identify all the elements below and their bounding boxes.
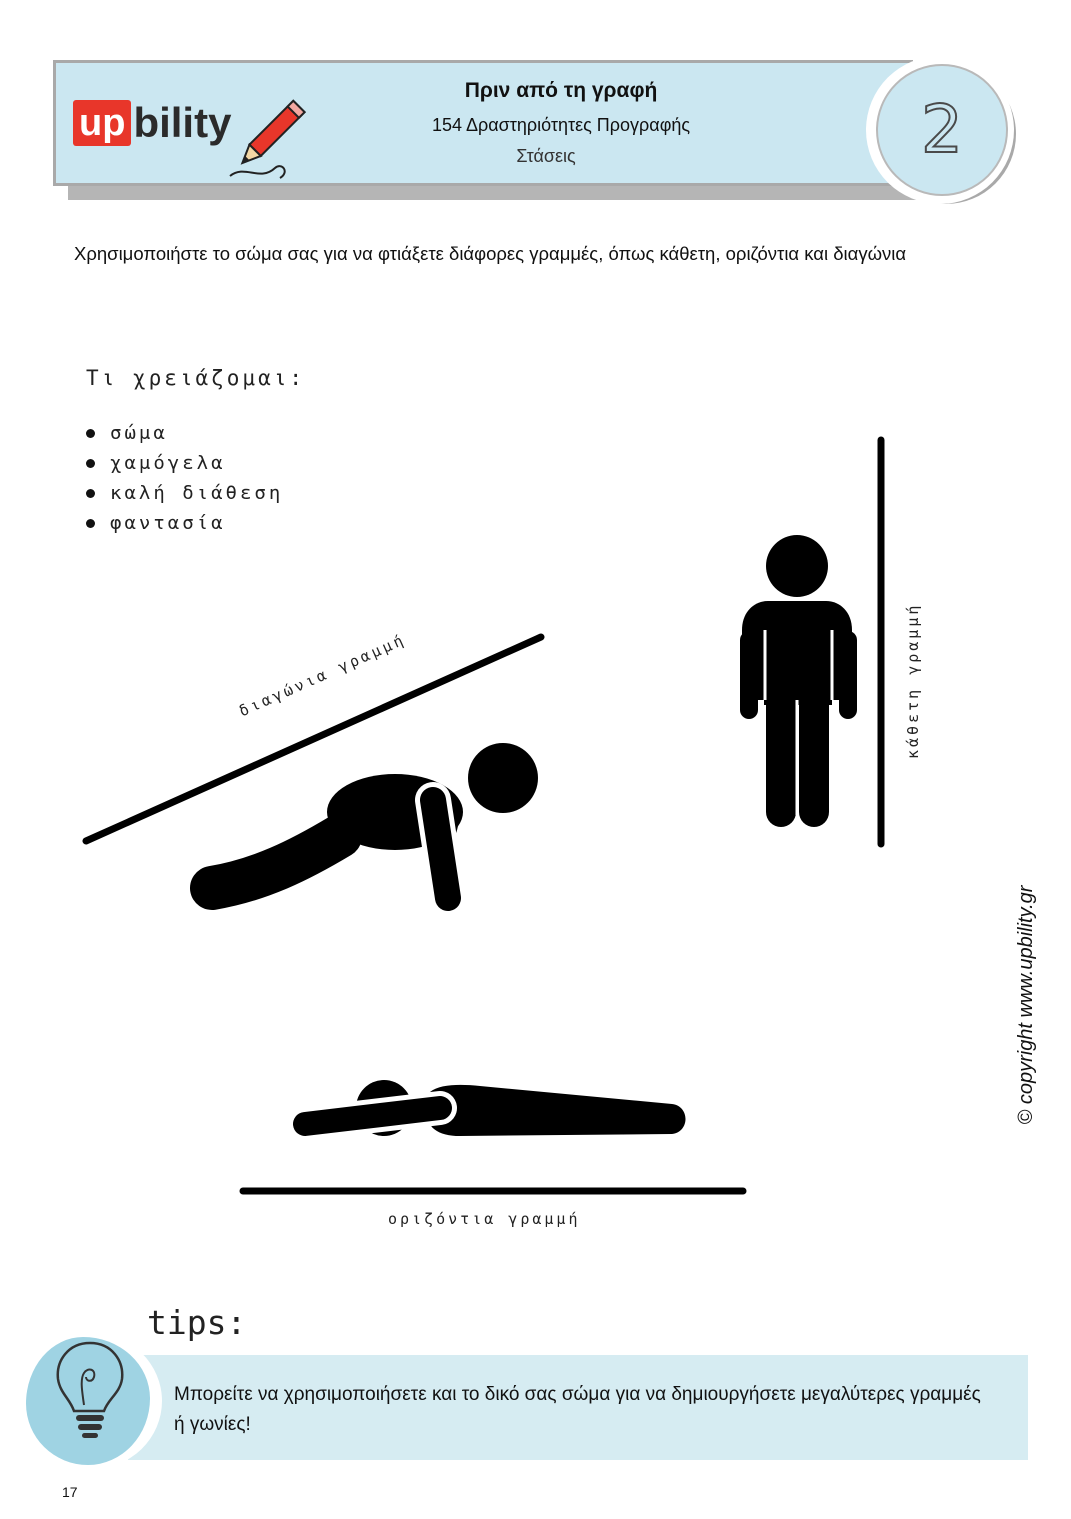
tips-title: tips: [147,1303,247,1342]
logo-bility-text: bility [133,99,232,146]
header-topic: Στάσεις [516,146,576,166]
header-title: Πριν από τη γραφή [464,79,658,102]
header-subtitle: 154 Δραστηριότητες Προγραφής [431,115,691,135]
diagonal-line [86,637,541,841]
standing-person-icon [742,535,852,815]
list-item-label: καλή διάθεση [110,482,284,504]
horizontal-line-label: οριζόντια γραμμή [388,1210,581,1228]
activity-number: 2 [921,91,963,168]
logo-up-text: up [73,100,131,146]
lying-person-icon [305,1080,686,1136]
lightbulb-icon [40,1335,140,1445]
diagonal-line-label: διαγώνια γραμμή [236,630,409,721]
instruction-text: Χρησιμοποιήστε το σώμα σας για να φτιάξετε διάφορες γραμμές, όπως κάθετη, οριζόντια και διαγώνια [74,243,907,264]
list-item-label: χαμόγελα [110,452,226,474]
vertical-line-label: κάθετη γραμμή [904,602,922,759]
tips-text: Μπορείτε να χρησιμοποιήσετε και το δικό σας σώμα για να δημιουργήσετε μεγαλύτερες γραμμές ή γωνίες! [174,1384,981,1435]
list-item-label: σώμα [110,422,168,444]
copyright-text: © copyright www.upbility.gr [1015,885,1037,1125]
list-item-label: φαντασία [110,512,226,534]
page-number: 17 [62,1484,78,1500]
needs-title: Τι χρειάζομαι: [86,366,306,390]
